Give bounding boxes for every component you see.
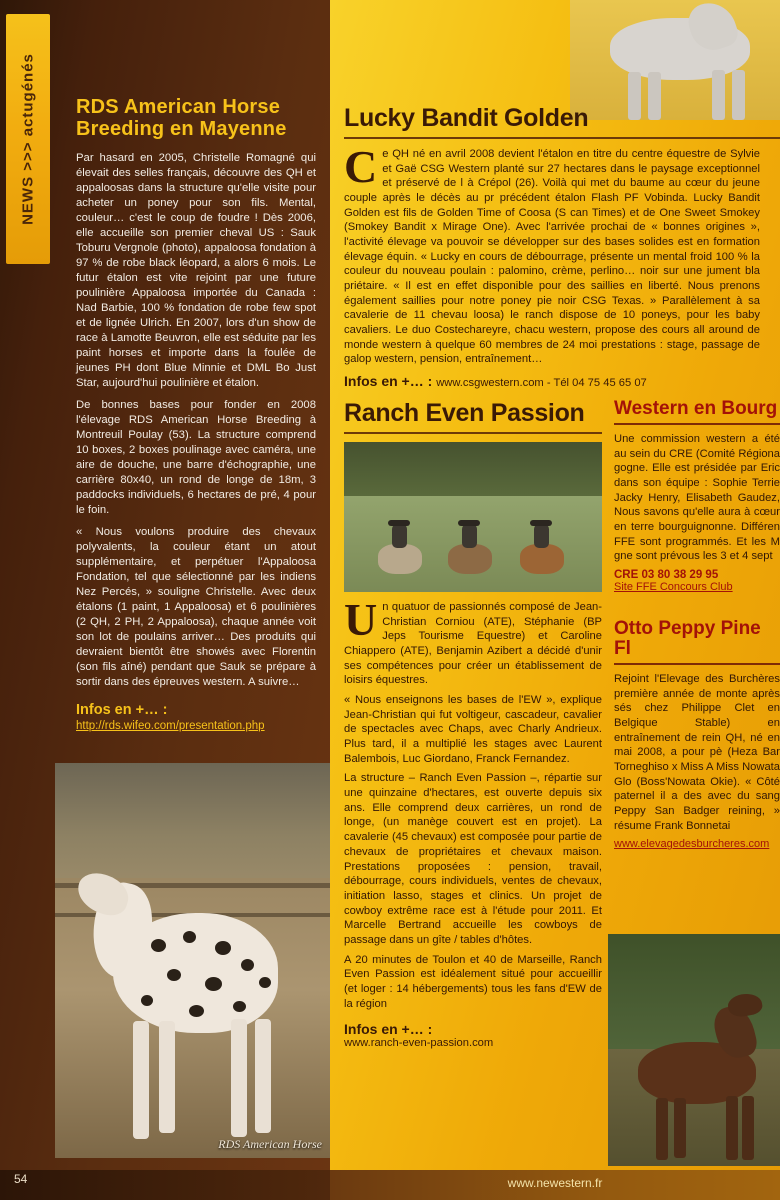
bourgogne-link[interactable]: Site FFE Concours Club: [614, 581, 733, 594]
coat-spot: [151, 939, 166, 952]
ranch-body: [344, 594, 602, 1011]
lucky-body: [344, 141, 760, 367]
left-infos-link[interactable]: http://rds.wifeo.com/presentation.php: [76, 720, 265, 733]
lucky-paragraph-1: e QH né en avril 2008 devient l'étalon en titre du centre équestre de Sylvie et Gaë CSG Western planté sur 27 hectares dans le paysage exceptionnel et préservé de l à Crépol (26). Voilà qui met du baume au cœur du jeune couple après le décès au pr précédent étalon Flash PF Vobinda. Lucky Bandit Golden est fils de Golden Time of Coosa (S can Times) et de One Sweet Smokey (Smokey Bandit x Mirage One). Avec l'arrivée prochai de « bonnes origines », l'activité élevage va pouvoir se développer sur des bases solides est en formation élevage équin. « Lucky en cours de débourrage, présente un mental froid 100 % la couleur du nouveau poulain : palomino, crème, perlino… noir sur une jument bla priétaire. « Il est en effet disponible pour des saillies en liberté. Nous prenons également saillies pour notre poney pie noir CSG Texas. » Parallèlement à sa cavalerie de 11 chevau loosa) le ranch dispose de 10 poneys, pour les baby cavaliers. Le duo Costechareyre, chacu western, propose des cours all around de monde western à quelque 60 membres de 24 moi prestations : stage, passage de galop western, pension, entraînement…: [344, 148, 760, 366]
ranch-paragraph-3: La structure – Ranch Even Passion –, répartie sur une quinzaine d'hectares, est ouverte depuis six ans. Elle comprend deux carrières, un rond de longe, (un manège couvert est en projet). La cavalerie (45 chevaux) est composée pour partie de chevaux de propriétaires et chevaux maison. Prestations proposées : pension, travail, débourrage, cours individuels, ventes de chevaux, initiation lasso, stages et clinics. Un projet de cowboy extrême race est à l'étude pour 2011. Et Marcelle Bertrand accueille les cowboys de passage dans un gîte / tables d'hôtes.: [344, 772, 602, 946]
photo-caption: RDS American Horse: [218, 1137, 322, 1151]
bourgogne-phone: CRE 03 80 38 29 95: [614, 569, 719, 582]
ranch-title: Ranch Even Passion: [344, 399, 585, 428]
lucky-rule: [344, 137, 780, 139]
bourgogne-body: [614, 432, 780, 564]
ranch-paragraph-4: A 20 minutes de Toulon et 40 de Marseille, Ranch Even Passion est idéalement situé pour accueillir (et loger : 14 hébergements) tous les fans d'EW de la région: [344, 953, 602, 1010]
bay-horse-photo: [608, 934, 780, 1166]
coat-spot: [205, 977, 222, 991]
bourgogne-title: Western en Bourg: [614, 398, 778, 420]
horse-leg-2: [159, 1021, 175, 1133]
lucky-infos-text[interactable]: www.csgwestern.com - Tél 04 75 45 65 07: [436, 377, 647, 390]
coat-spot: [259, 977, 271, 988]
left-article-title: RDS American Horse Breeding en Mayenne: [76, 96, 287, 141]
ranch-paragraph-2: « Nous enseignons les bases de l'EW », explique Jean-Christian qui fut voltigeur, cascadeur, cavalier de spectacles avec Chaps, avec Charly Andrieux. Plus tard, il a multiplié les stages avec Laurent Balembois, Luc Giordano, Franck Fernandez.: [344, 694, 602, 765]
section-tab: [6, 14, 50, 264]
left-paragraph-3: « Nous voulons produire des chevaux polyvalents, la couleur étant un atout supplémentaire, et perpétuer l'Appaloosa Fondation, tel que sélectionné par les indiens Nez Percés, » souligne Christelle. Avec deux étalons (1 paint, 1 Appaloosa) et 6 poulinières (2 QH, 2 PH, 2 Appaloosa), chaque année voit son lot de poulains arriver… Des produits qui devraient bientôt être showés avec Florentin (son fils aîné) pendant que Sauk se prépare à sortir dans des épreuves western. A suivre…: [76, 526, 316, 689]
lucky-infos-label: Infos en +… :: [344, 373, 433, 390]
footer-url: www.newestern.fr: [507, 1176, 603, 1190]
coat-spot: [215, 941, 231, 955]
ranch-paragraph-1: n quatuor de passionnés composé de Jean-Christian Corniou (ATE), Stéphanie (BP Jeps Tourisme Equestre) et Caroline Chiappero (ATE), Benjamin Azibert a décidé d'unir ses compétences pour créer un établissement de loisirs équestres.: [344, 601, 602, 687]
bay-horse-leg-2: [674, 1098, 686, 1158]
ranch-rider-3: [520, 512, 564, 574]
coat-spot: [141, 995, 153, 1006]
ranch-riders-photo: [344, 442, 602, 592]
ranch-infos-label: Infos en +… :: [344, 1021, 433, 1038]
otto-title: Otto Peppy Pine Fl: [614, 618, 761, 659]
ranch-infos-link[interactable]: www.ranch-even-passion.com: [344, 1037, 494, 1050]
ranch-rider-2: [448, 512, 492, 574]
coat-spot: [183, 931, 196, 943]
lucky-dropcap: C: [344, 141, 378, 192]
left-paragraph-1: Par hasard en 2005, Christelle Romagné qui élevait des selles français, découvre des QH et appaloosas dans la structure qu'elle visite pour acheter un poney pour son fils. Mental, couleur… c'est le coup de foudre ! Dès 2006, elle accueille son premier cheval US : Sauk Toburu Vergnole (photo), appaloosa fondation à 97 % de robe black léopard, a alors 6 mois. Le futur étalon est vite rejoint par une future poulinière Appaloosa importée du Canada : Nad Barbie, 100 % fondation de robe few spot et de lignée Ulrich. En 2007, lors d'un show de race à Lamotte Beuvron, elle est séduite par les paint horses et importe dans la foulée de jeunes PH dont Blue Minnie et DML Bo Just Star, aujourd'hui poulinière et étalon.: [76, 151, 316, 390]
bourgogne-paragraph-1: Une commission western a été au sein du CRE (Comité Régiona gogne. Elle est présidée par Eric dans son équipe : Sophie Terrie Jacky Henry, Elisabeth Gaudez, Nous savons qu'elle aura à cœur en terre bourguignonne. Différen FFE sont programmés. Et les M gne sont prévous les 3 et 4 sept: [614, 433, 780, 563]
section-tab-label: NEWS >>> actugénés: [19, 53, 37, 225]
ranch-trees: [344, 442, 602, 500]
lucky-infos: [344, 373, 780, 389]
left-article: [76, 96, 316, 732]
photo-sky: [55, 763, 330, 883]
ranch-rider-torso: [534, 524, 549, 548]
ranch-horse-1: [378, 544, 422, 574]
bay-horse-leg-3: [726, 1096, 738, 1160]
left-footer-strip: [0, 1170, 330, 1200]
otto-rule: [614, 663, 780, 665]
otto-link[interactable]: www.elevagedesburcheres.com: [614, 838, 770, 851]
left-paragraph-2: De bonnes bases pour fonder en 2008 l'élevage RDS American Horse Breeding à Montreuil Poulay (53). La structure comprend 10 boxes, 2 boxes poulinage avec caméra, une aire de douche, une barre d'échographie, une carrière 80x40, un rond de longe de 18m, 3 paddocks individuels, 6 hectares de pré, 4 pour le foin.: [76, 399, 316, 517]
horse-leg-1: [133, 1021, 149, 1139]
ranch-article: [344, 399, 602, 1049]
ranch-dropcap: U: [344, 594, 378, 646]
bourgogne-rule: [614, 423, 780, 425]
coat-spot: [189, 1005, 204, 1017]
ranch-rule: [344, 432, 602, 434]
left-infos-block: [76, 702, 316, 732]
cowboy-hat-icon: [530, 520, 552, 526]
ranch-horse-3: [520, 544, 564, 574]
otto-body: [614, 672, 780, 833]
bay-horse-leg-1: [656, 1098, 668, 1160]
appaloosa-photo: [55, 763, 330, 1158]
ranch-rider-torso: [392, 524, 407, 548]
left-infos-label: Infos en +… :: [76, 702, 168, 719]
ranch-horse-2: [448, 544, 492, 574]
otto-paragraph-1: Rejoint l'Elevage des Burchères première année de monte après sés chez Philippe Clet en Belgique Stable) en entraînement de rein QH, né en mai 2008, a pour pè (Heza Bar Torneghiso x Miss A Miss Nowata Glo (Boss'Nowata Okie). « Côté paternel il a des avec du sang Peppy San Badger reining, » résume Frank Bonnetai: [614, 672, 780, 832]
coat-spot: [233, 1001, 246, 1012]
otto-article: [614, 619, 780, 850]
ranch-rider-torso: [462, 524, 477, 548]
coat-spot: [167, 969, 181, 981]
cowboy-hat-icon: [458, 520, 480, 526]
left-column: [0, 0, 330, 1200]
coat-spot: [241, 959, 254, 971]
right-column: [330, 0, 780, 1200]
horse-leg-4: [255, 1019, 271, 1133]
ranch-rider-1: [378, 512, 422, 574]
lucky-article: [344, 104, 780, 389]
ranch-infos: [344, 1021, 602, 1049]
lucky-title: Lucky Bandit Golden: [344, 104, 589, 132]
page-number: 54: [14, 1172, 28, 1186]
cowboy-hat-icon: [388, 520, 410, 526]
horse-leg-3: [231, 1019, 247, 1137]
bourgogne-article: [614, 399, 780, 593]
bay-horse-leg-4: [742, 1096, 754, 1160]
